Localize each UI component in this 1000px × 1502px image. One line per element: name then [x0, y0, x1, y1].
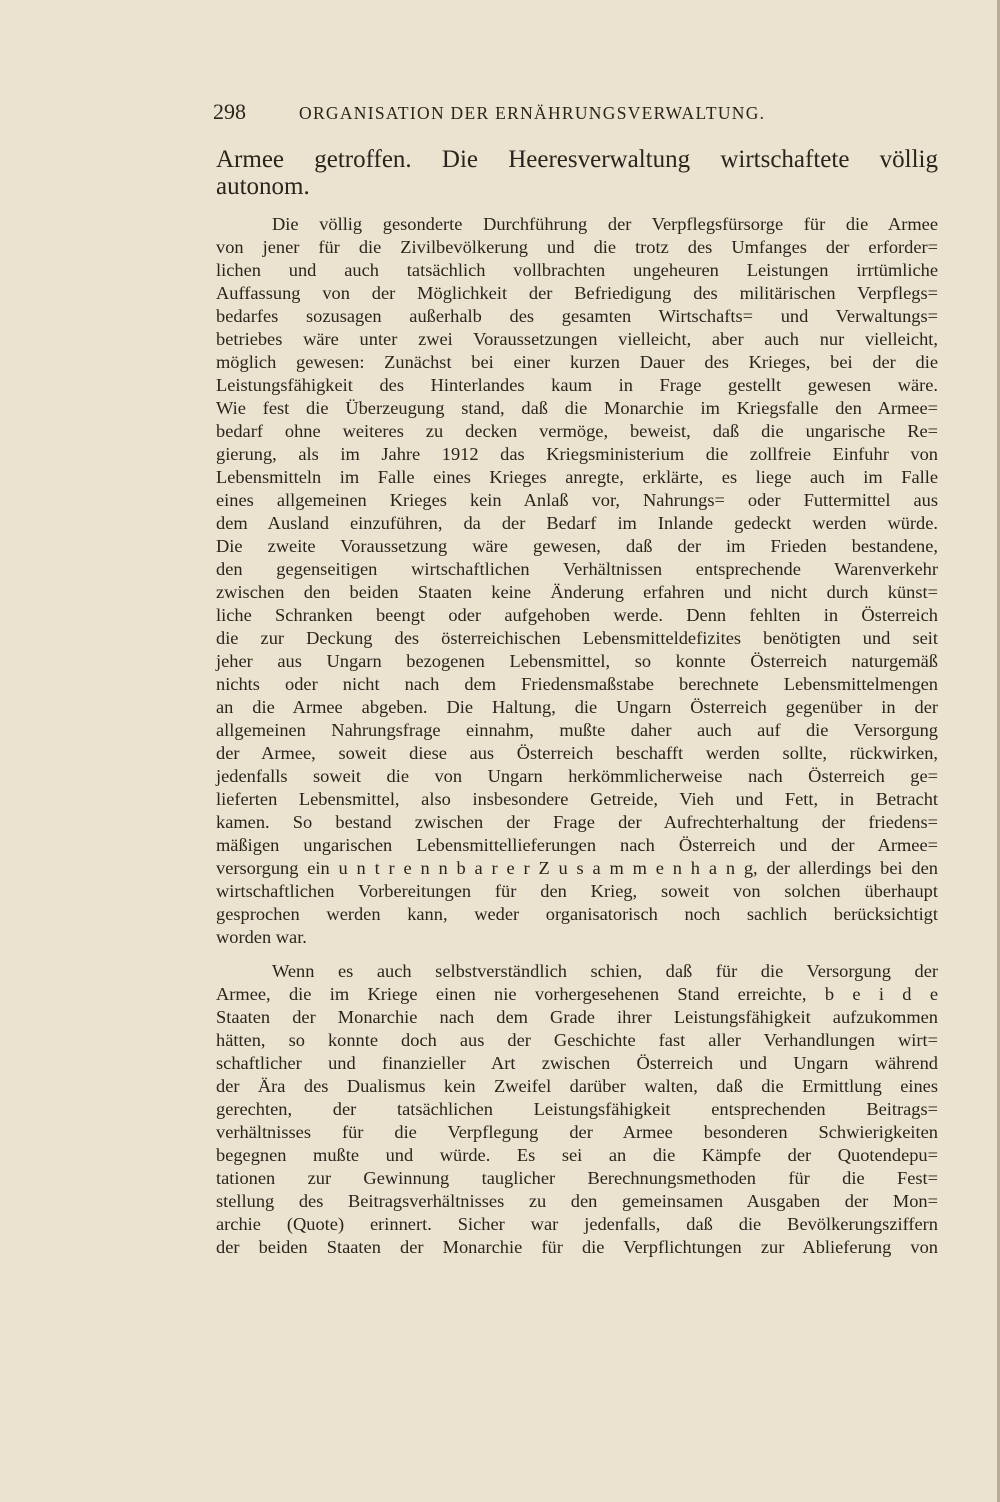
text-line: archie (Quote) erinnert. Sicher war jedenfalls, daß die Bevölkerungsziffern: [216, 1214, 938, 1234]
text-line: wirtschaftlichen Vorbereitungen für den Krieg, soweit von solchen überhaupt: [216, 881, 938, 901]
paragraph: [216, 213, 938, 949]
text-line: an die Armee abgeben. Die Haltung, die Ungarn Österreich gegenüber in der: [216, 697, 938, 717]
text-line: den gegenseitigen wirtschaftlichen Verhältnissen entsprechende Warenverkehr: [216, 559, 938, 579]
text-line: betriebes wäre unter zwei Voraussetzungen vielleicht, aber auch nur vielleicht,: [216, 329, 938, 349]
text-line: bedarf ohne weiteres zu decken vermöge, beweist, daß die ungarische Re=: [216, 421, 938, 441]
text-line: Leistungsfähigkeit des Hinterlandes kaum in Frage gestellt gewesen wäre.: [216, 375, 938, 395]
text-line: begegnen mußte und würde. Es sei an die Kämpfe der Quotendepu=: [216, 1145, 938, 1165]
text-line: gierung, als im Jahre 1912 das Kriegsministerium die zollfreie Einfuhr von: [216, 444, 938, 464]
text-line: hätten, so konnte doch aus der Geschichte fast aller Verhandlungen wirt=: [216, 1030, 938, 1050]
paragraph: [216, 960, 938, 1259]
running-title: ORGANISATION DER ERNÄHRUNGSVERWALTUNG.: [299, 103, 766, 123]
text-line: mäßigen ungarischen Lebensmittellieferungen nach Österreich und der Armee=: [216, 835, 938, 855]
text-line: Wenn es auch selbstverständlich schien, daß für die Versorgung der: [272, 961, 938, 981]
text-line: zwischen den beiden Staaten keine Änderung erfahren und nicht durch künst=: [216, 582, 938, 602]
text-line: Die zweite Voraussetzung wäre gewesen, daß der im Frieden bestandene,: [216, 536, 938, 556]
text-line: tationen zur Gewinnung tauglicher Berechnungsmethoden für die Fest=: [216, 1168, 938, 1188]
text-line: stellung des Beitragsverhältnisses zu den gemeinsamen Ausgaben der Mon=: [216, 1191, 938, 1211]
text-line: die zur Deckung des österreichischen Lebensmitteldefizites benötigten und seit: [216, 628, 938, 648]
text-line: gerechten, der tatsächlichen Leistungsfähigkeit entsprechenden Beitrags=: [216, 1099, 938, 1119]
text-line: Armee, die im Kriege einen nie vorhergesehenen Stand erreichte, b e i d e: [216, 984, 938, 1004]
text-line: Wie fest die Überzeugung stand, daß die Monarchie im Kriegsfalle den Armee=: [216, 398, 938, 418]
text-line: nichts oder nicht nach dem Friedensmaßstabe berechnete Lebensmittelmengen: [216, 674, 938, 694]
text-line: bedarfes sozusagen außerhalb des gesamten Wirtschafts= und Verwaltungs=: [216, 306, 938, 326]
text-line: jedenfalls soweit die von Ungarn herkömmlicherweise nach Österreich ge=: [216, 766, 938, 786]
text-line: lichen und auch tatsächlich vollbrachten ungeheuren Leistungen irrtümliche: [216, 260, 938, 280]
text-line: der Ära des Dualismus kein Zweifel darüber walten, daß die Ermittlung eines: [216, 1076, 938, 1096]
text-line: Armee getroffen. Die Heeresverwaltung wirtschaftete völlig: [216, 146, 938, 173]
text-line: von jener für die Zivilbevölkerung und die trotz des Umfanges der erforder=: [216, 237, 938, 257]
page-header: [213, 96, 943, 128]
text-line: liche Schranken beengt oder aufgehoben werde. Denn fehlten in Österreich: [216, 605, 938, 625]
text-line: Die völlig gesonderte Durchführung der Verpflegsfürsorge für die Armee: [272, 214, 938, 234]
text-line: jeher aus Ungarn bezogenen Lebensmittel, so konnte Österreich naturgemäß: [216, 651, 938, 671]
text-line: eines allgemeinen Krieges kein Anlaß vor, Nahrungs= oder Futtermittel aus: [216, 490, 938, 510]
text-line: allgemeinen Nahrungsfrage einnahm, mußte daher auch auf die Versorgung: [216, 720, 938, 740]
text-line: schaftlicher und finanzieller Art zwischen Österreich und Ungarn während: [216, 1053, 938, 1073]
continuation-text: [216, 146, 938, 200]
text-line: lieferten Lebensmittel, also insbesondere Getreide, Vieh und Fett, in Betracht: [216, 789, 938, 809]
text-line: möglich gewesen: Zunächst bei einer kurzen Dauer des Krieges, bei der die: [216, 352, 938, 372]
text-line: verhältnisses für die Verpflegung der Armee besonderen Schwierigkeiten: [216, 1122, 938, 1142]
text-line: Lebensmitteln im Falle eines Krieges anregte, erklärte, es liege auch im Falle: [216, 467, 938, 487]
text-line: autonom.: [216, 173, 310, 200]
text-line: Staaten der Monarchie nach dem Grade ihrer Leistungsfähigkeit aufzukommen: [216, 1007, 938, 1027]
page-number: 298: [213, 99, 246, 124]
text-line: der Armee, soweit diese aus Österreich beschafft werden sollte, rückwirken,: [216, 743, 938, 763]
text-line: kamen. So bestand zwischen der Frage der Aufrechterhaltung der friedens=: [216, 812, 938, 832]
text-line: versorgung ein u n t r e n n b a r e r Z u s a m m e n h a n g, der allerdings bei den: [216, 858, 938, 878]
text-line: Auffassung von der Möglichkeit der Befriedigung des militärischen Verpflegs=: [216, 283, 938, 303]
text-line: dem Ausland einzuführen, da der Bedarf im Inlande gedeckt werden würde.: [216, 513, 938, 533]
text-line: gesprochen werden kann, weder organisatorisch noch sachlich berücksichtigt: [216, 904, 938, 924]
text-line: der beiden Staaten der Monarchie für die Verpflichtungen zur Ablieferung von: [216, 1237, 938, 1257]
text-line: worden war.: [216, 927, 307, 947]
